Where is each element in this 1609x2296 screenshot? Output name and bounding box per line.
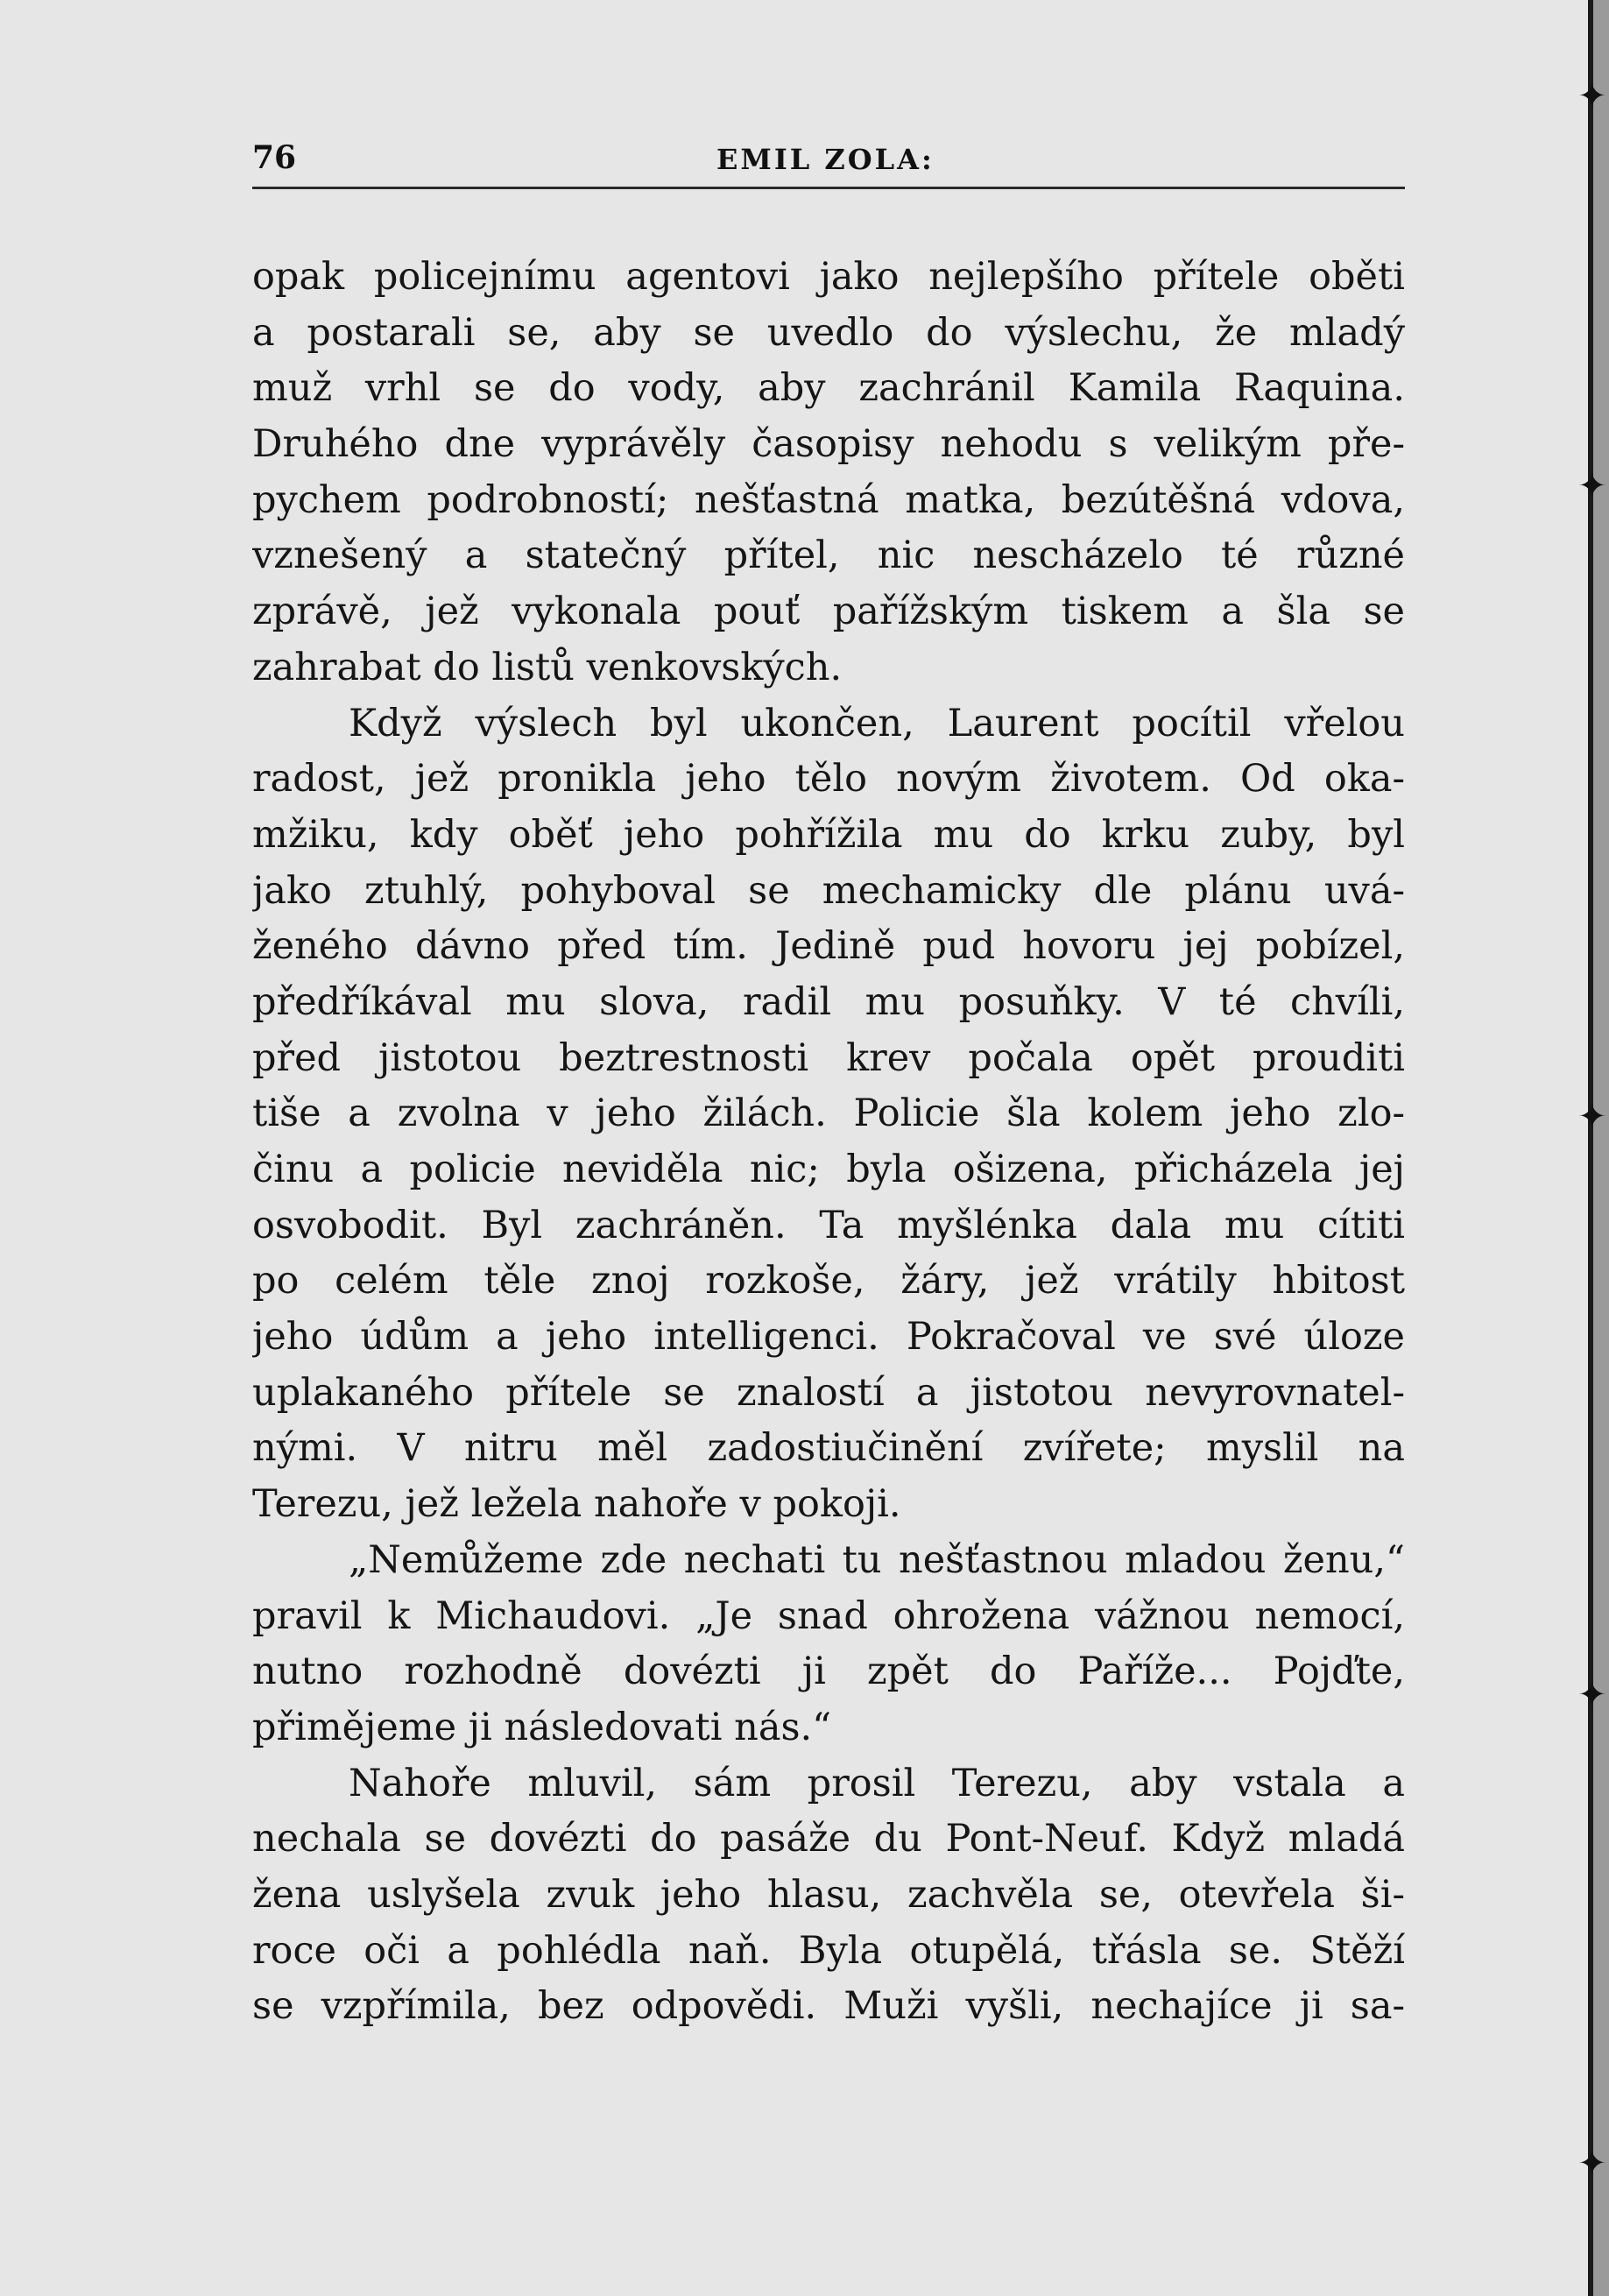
text-line: mžiku, kdy oběť jeho pohřížila mu do krku zuby, byl (252, 812, 1405, 857)
text-line: činu a policie neviděla nic; byla ošizena, přicházela jej (252, 1148, 1405, 1191)
body-text (252, 250, 1405, 2035)
text-line: se vzpřímila, bez odpovědi. Muži vyšli, nechajíce ji sa- (252, 1984, 1405, 2029)
text-line: zahrabat do listů venkovských. (252, 645, 843, 689)
running-head: EMIL ZOLA: (716, 143, 935, 176)
text-line: ženého dávno před tím. Jedině pud hovoru jej pobízel, (252, 924, 1405, 969)
binding-clip-icon: ✦ (1577, 1675, 1607, 1715)
text-line: muž vrhl se do vody, aby zachránil Kamila Raquina. (252, 366, 1405, 411)
text-line: po celém těle znoj rozkoše, žáry, jež vrátily hbitost (252, 1259, 1405, 1303)
binding-clip-icon: ✦ (1577, 1097, 1607, 1137)
page-edge-line (1588, 0, 1593, 2296)
text-line: Druhého dne vyprávěly časopisy nehodu s velikým pře- (252, 422, 1405, 467)
text-line: roce oči a pohlédla naň. Byla otupělá, třásla se. Stěží (252, 1928, 1405, 1973)
binding-clip-icon: ✦ (1577, 2144, 1607, 2184)
text-line: před jistotou beztrestnosti krev počala opět prouditi (252, 1035, 1405, 1080)
text-line: Když výslech byl ukončen, Laurent pocítil vřelou (349, 701, 1405, 745)
text-line: opak policejnímu agentovi jako nejlepšího přítele oběti (252, 255, 1405, 299)
text-line: nutno rozhodně dovézti ji zpět do Paříže... Pojďte, (252, 1650, 1405, 1694)
text-line: Terezu, jež ležela nahoře v pokoji. (252, 1482, 901, 1527)
text-line: přimějeme ji následovati nás.“ (252, 1705, 832, 1749)
page-number: 76 (252, 139, 297, 176)
text-line: zprávě, jež vykonala pouť pařížským tiskem a šla se (252, 590, 1405, 634)
text-line: jako ztuhlý, pohyboval se mechamicky dle plánu uvá- (252, 868, 1405, 913)
text-line: jeho údům a jeho intelligenci. Pokračoval ve své úloze (252, 1315, 1405, 1360)
text-line: nechala se dovézti do pasáže du Pont-Neuf. Když mladá (252, 1817, 1405, 1862)
text-line: vznešený a statečný přítel, nic nescházelo té různé (252, 533, 1405, 578)
text-line: a postarali se, aby se uvedlo do výslechu, že mladý (252, 310, 1405, 355)
text-line: Nahoře mluvil, sám prosil Terezu, aby vstala a (349, 1761, 1405, 1805)
text-line: pychem podrobností; nešťastná matka, bezútěšná vdova, (252, 477, 1405, 522)
text-line: pravil k Michaudovi. „Je snad ohrožena vážnou nemocí, (252, 1593, 1405, 1638)
text-line: uplakaného přítele se znalostí a jistotou nevyrovnatel- (252, 1370, 1405, 1415)
page-header (252, 136, 1405, 189)
text-line: žena uslyšela zvuk jeho hlasu, zachvěla se, otevřela ši- (252, 1872, 1405, 1917)
text-line: osvobodit. Byl zachráněn. Ta myšlénka dala mu cítiti (252, 1203, 1405, 1247)
page-edge-shadow (1593, 0, 1609, 2296)
text-line: předříkával mu slova, radil mu posuňky. V té chvíli, (252, 979, 1405, 1024)
text-line: nými. V nitru měl zadostiučinění zvířete; myslil na (252, 1426, 1405, 1471)
text-line: tiše a zvolna v jeho žilách. Policie šla kolem jeho zlo- (252, 1091, 1405, 1136)
text-line: radost, jež pronikla jeho tělo novým životem. Od oka- (252, 757, 1405, 802)
binding-clip-icon: ✦ (1577, 76, 1607, 117)
binding-clip-icon: ✦ (1577, 466, 1607, 506)
text-line: „Nemůžeme zde nechati tu nešťastnou mladou ženu,“ (349, 1537, 1405, 1582)
